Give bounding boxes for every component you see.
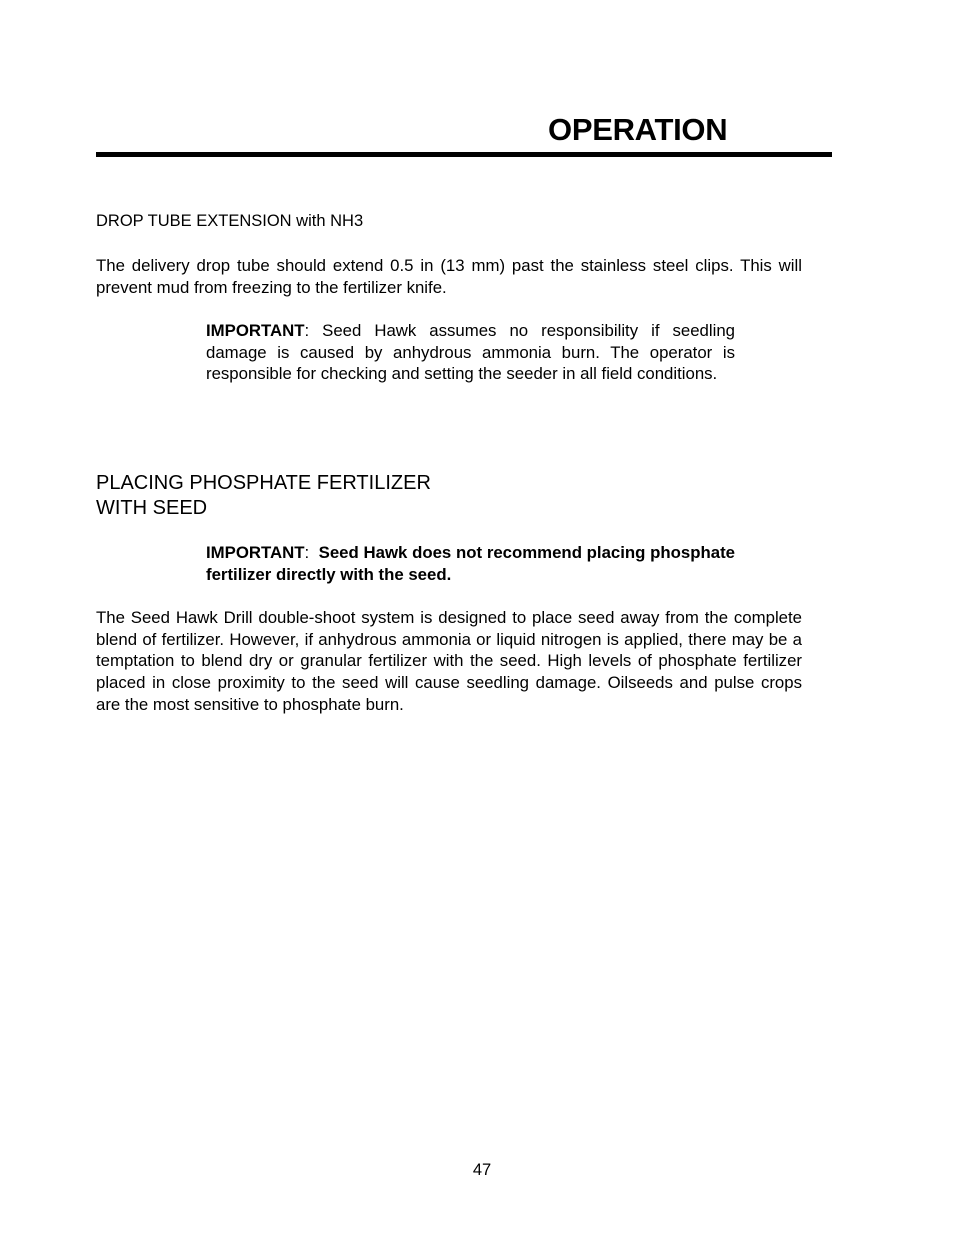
section-heading-line-2: WITH SEED [96, 497, 208, 519]
important-label: IMPORTANT [206, 321, 305, 340]
important-note-text: Seed Hawk does not recommend placing phosphate fertilizer directly with the seed. [206, 543, 735, 584]
double-shoot-paragraph: The Seed Hawk Drill double-shoot system is designed to place seed away from the complete blend of fertilizer. However, if anhydrous ammonia or liquid nitrogen is applied, there may be a temptation to blend dry or granular fertilizer with the seed. High levels of phosphate fertilizer placed in close proximity to the seed will cause seedling damage. Oilseeds and pulse crops are the most sensitive to phosphate burn. [96, 608, 802, 714]
title-rule [96, 152, 832, 157]
section-subheading-drop-tube: DROP TUBE EXTENSION with NH3 [96, 212, 364, 230]
page-title: OPERATION [548, 112, 728, 147]
important-separator: : [304, 543, 310, 562]
drop-tube-paragraph: The delivery drop tube should extend 0.5 in (13 mm) past the stainless steel clips. This will prevent mud from freezing to the fertilizer knife. [96, 256, 802, 297]
important-label: IMPORTANT [206, 543, 305, 562]
important-note-ammonia [206, 320, 735, 385]
page-number: 47 [472, 1161, 492, 1179]
section-heading-phosphate [96, 471, 431, 521]
important-note-text: : Seed Hawk assumes no responsibility if seedling damage is caused by anhydrous ammonia burn. The operator is responsible for checking and setting the seeder in all field conditions. [206, 321, 735, 383]
section-heading-line-1: PLACING PHOSPHATE FERTILIZER [96, 472, 431, 494]
important-note-phosphate [206, 542, 735, 585]
